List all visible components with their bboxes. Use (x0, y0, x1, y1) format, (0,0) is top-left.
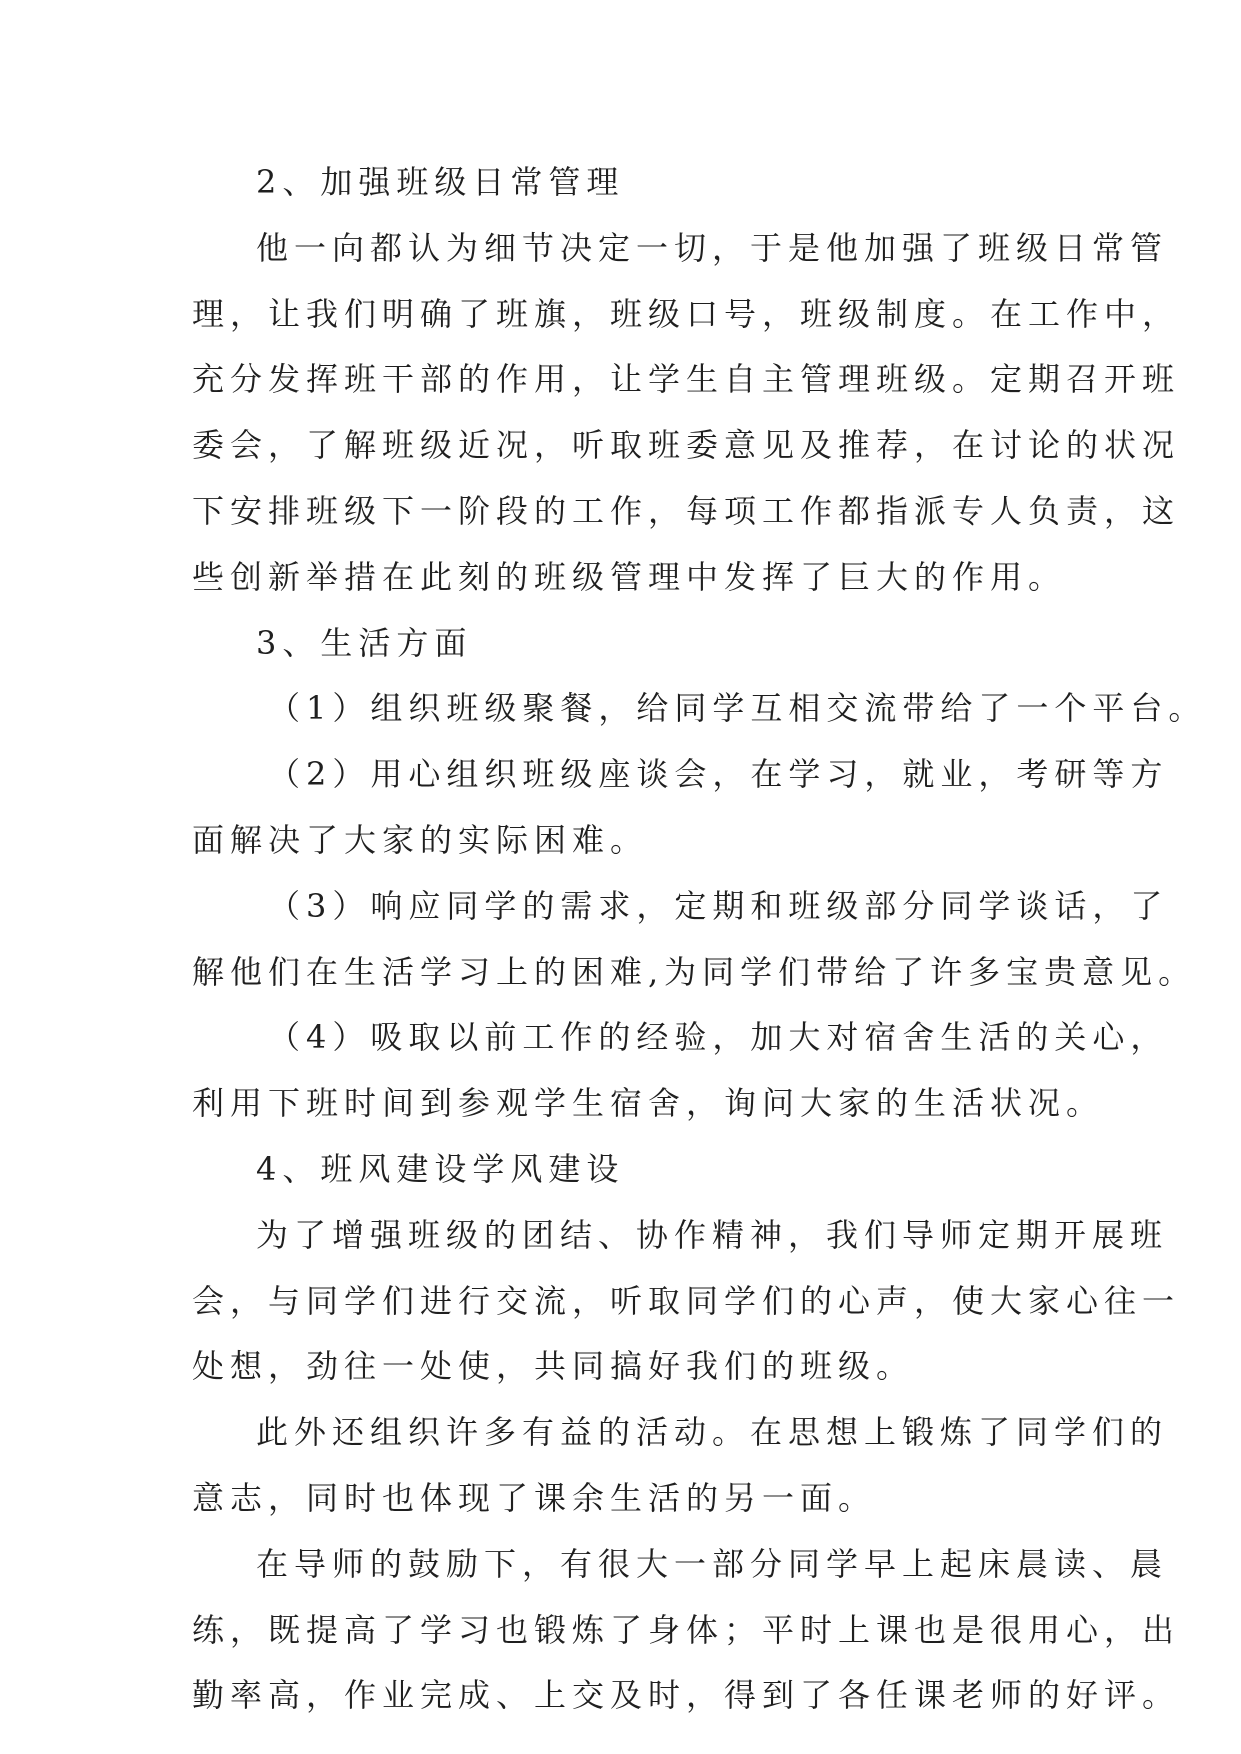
text-line: 充分发挥班干部的作用，让学生自主管理班级。定期召开班 (192, 360, 1181, 399)
text-line: 3、生活方面 (256, 623, 473, 662)
text-line: 些创新举措在此刻的班级管理中发挥了巨大的作用。 (192, 557, 1067, 596)
text-line: 解他们在生活学习上的困难,为同学们带给了许多宝贵意见。 (192, 952, 1197, 991)
text-line: 此外还组织许多有益的活动。在思想上锻炼了同学们的 (256, 1413, 1169, 1452)
text-line: 会，与同学们进行交流，听取同学们的心声，使大家心往一 (192, 1281, 1181, 1320)
text-line: 利用下班时间到参观学生宿舍，询问大家的生活状况。 (192, 1084, 1105, 1123)
text-line: （4）吸取以前工作的经验，加大对宿舍生活的关心， (268, 1018, 1169, 1057)
text-line: （1）组织班级聚餐，给同学互相交流带给了一个平台。 (268, 689, 1207, 728)
text-line: 理，让我们明确了班旗，班级口号，班级制度。在工作中， (192, 294, 1181, 333)
text-line: 勤率高，作业完成、上交及时，得到了各任课老师的好评。 (192, 1676, 1181, 1715)
text-line: （2）用心组织班级座谈会，在学习，就业，考研等方 (268, 755, 1169, 794)
text-line: 4、班风建设学风建设 (256, 1149, 625, 1188)
text-line: 他一向都认为细节决定一切，于是他加强了班级日常管 (256, 228, 1169, 267)
text-line: 意志，同时也体现了课余生活的另一面。 (192, 1478, 877, 1517)
text-line: 处想，劲往一处使，共同搞好我们的班级。 (192, 1347, 915, 1386)
text-line: 2、加强班级日常管理 (256, 163, 625, 201)
document-body (192, 150, 1207, 1729)
text-line: 在导师的鼓励下，有很大一部分同学早上起床晨读、晨 (256, 1544, 1169, 1583)
text-line: 为了增强班级的团结、协作精神，我们导师定期开展班 (256, 1215, 1169, 1254)
text-line: （3）响应同学的需求，定期和班级部分同学谈话，了 (268, 886, 1169, 925)
text-line: 下安排班级下一阶段的工作，每项工作都指派专人负责，这 (192, 491, 1181, 530)
text-line: 委会，了解班级近况，听取班委意见及推荐，在讨论的状况 (192, 426, 1181, 465)
text-line: 练，既提高了学习也锻炼了身体；平时上课也是很用心，出 (192, 1610, 1181, 1649)
text-line: 面解决了大家的实际困难。 (192, 820, 649, 859)
